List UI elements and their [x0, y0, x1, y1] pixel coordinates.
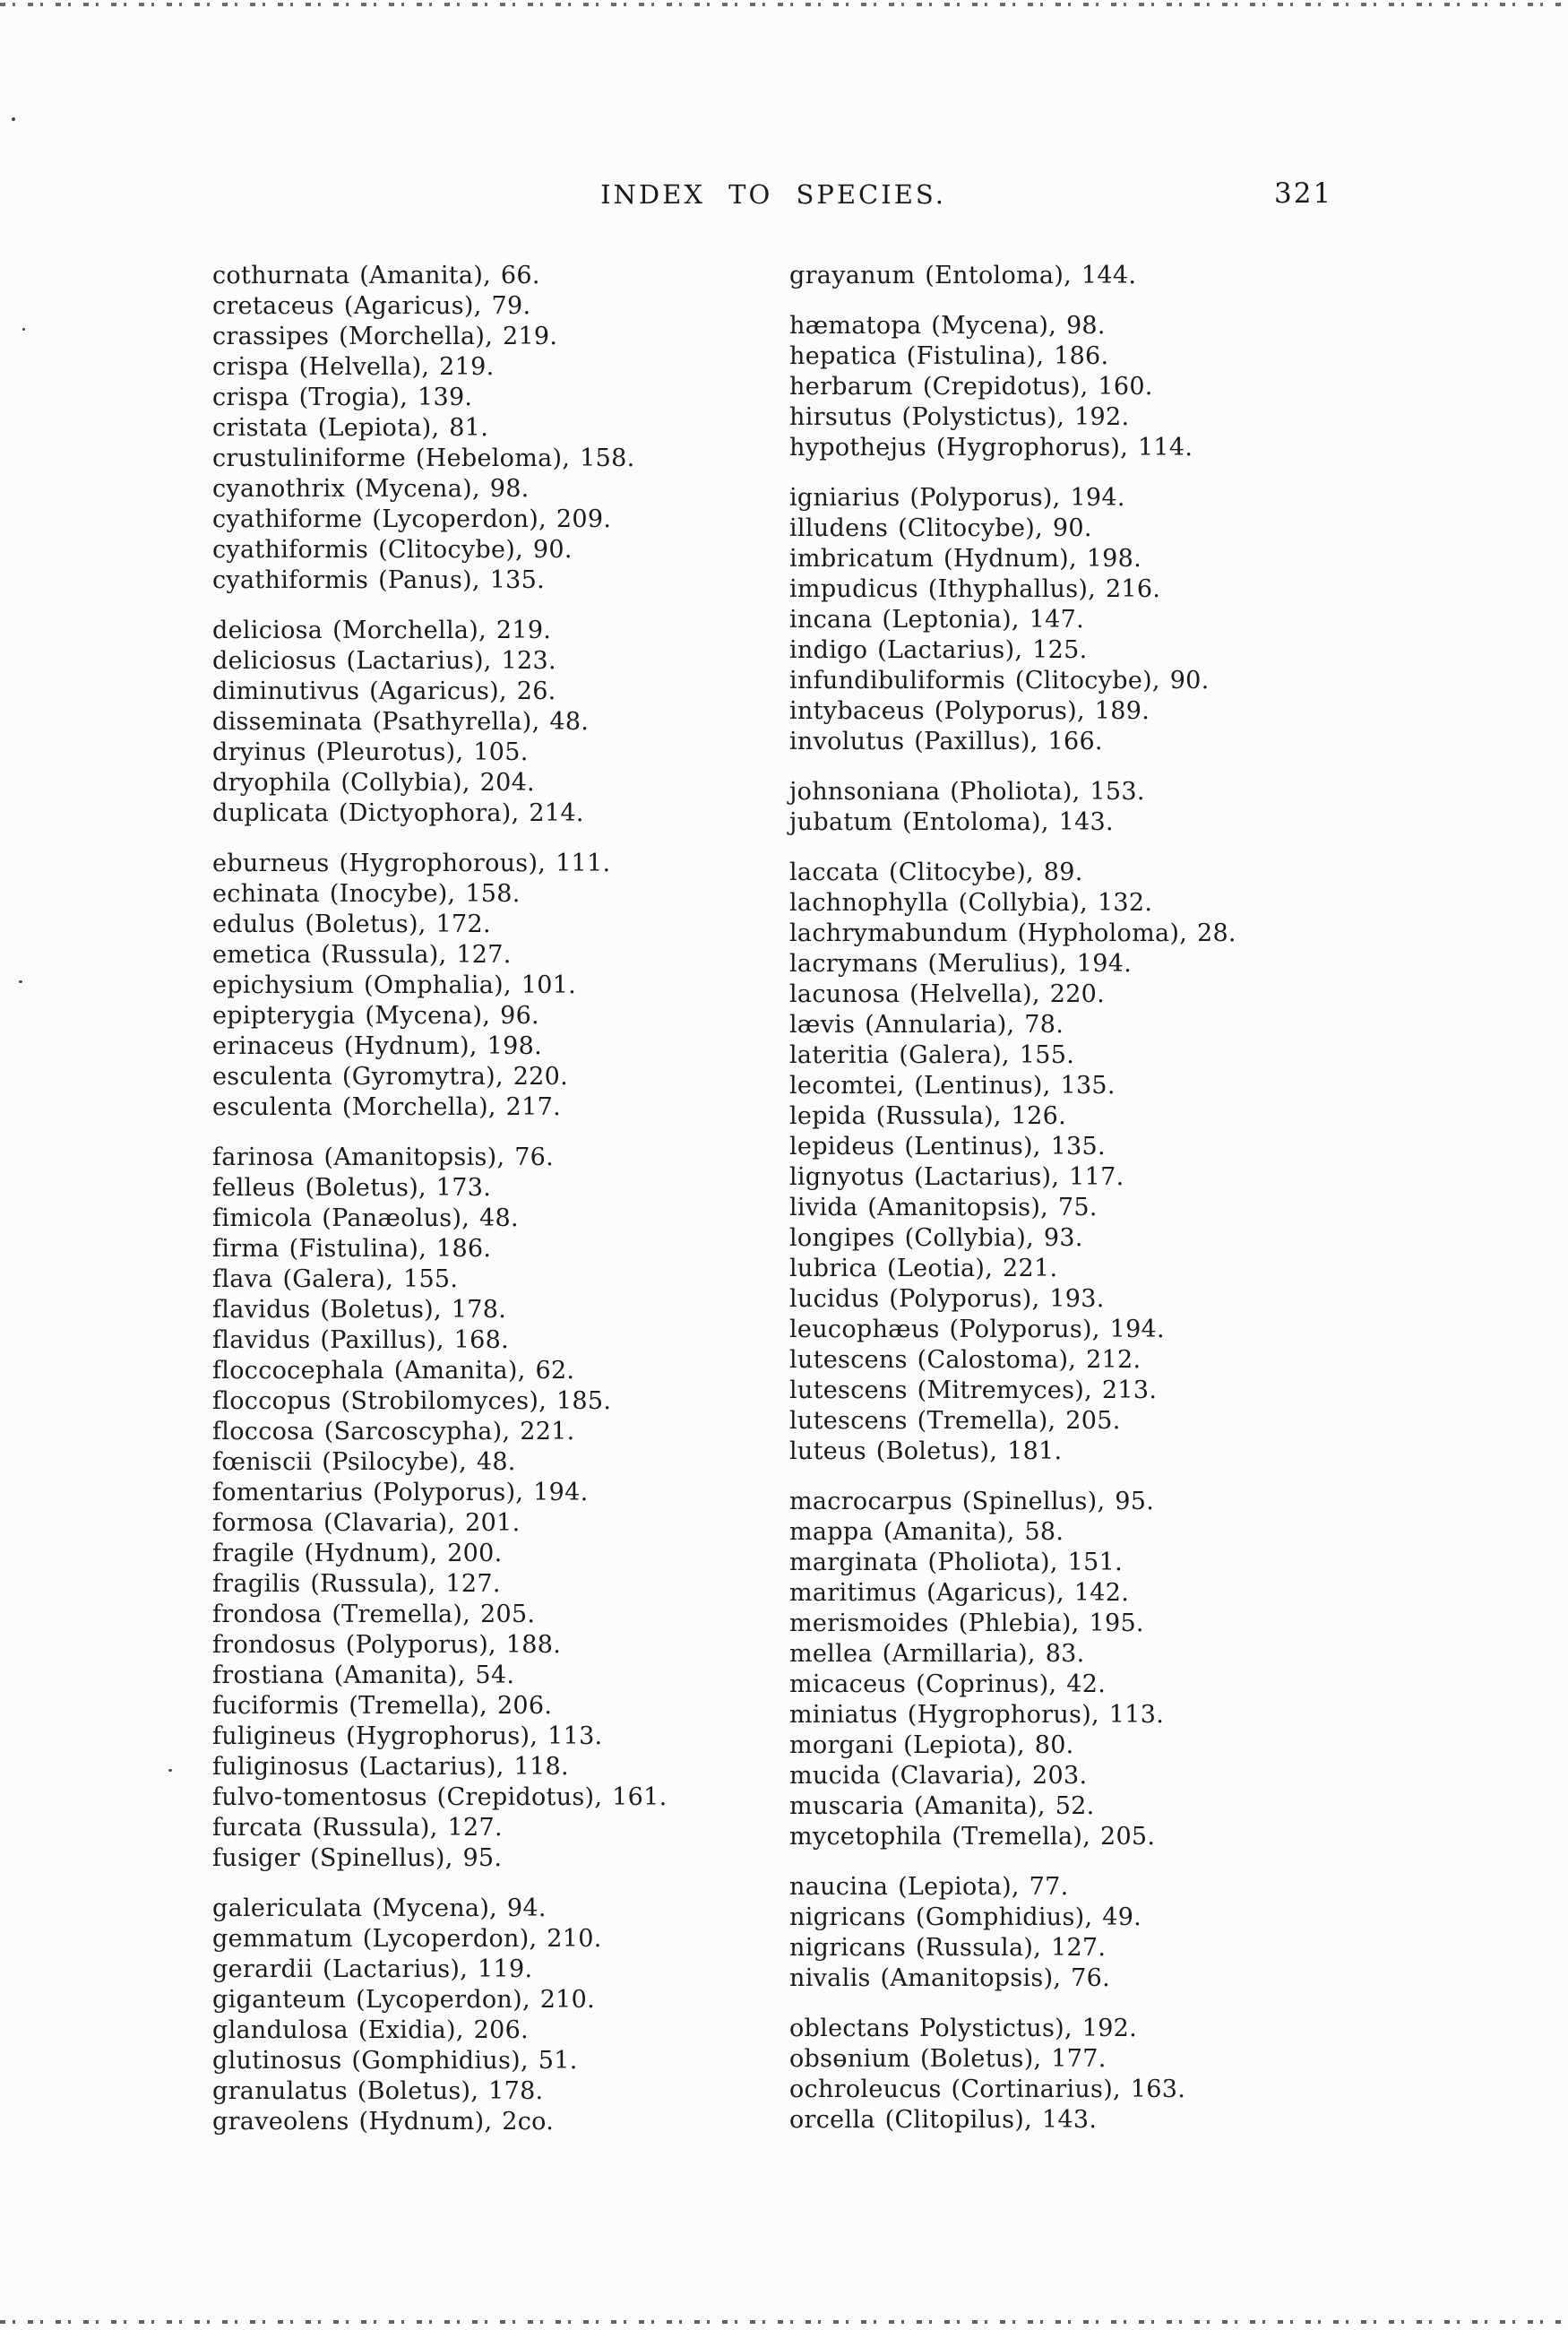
index-entry: fragile (Hydnum), 200. — [212, 1540, 503, 1567]
index-entry: hirsutus (Polystictus), 192. — [789, 403, 1130, 431]
index-entry: fuliginosus (Lactarius), 118. — [212, 1753, 569, 1781]
index-entry: nigricans (Russula), 127. — [789, 1934, 1107, 1962]
index-entry: obsɵnium (Boletus), 177. — [789, 2045, 1107, 2073]
index-entry: lachrymabundum (Hypholoma), 28. — [789, 919, 1236, 947]
index-entry: edulus (Boletus), 172. — [212, 910, 491, 938]
index-entry: nigricans (Gomphidius), 49. — [789, 1903, 1142, 1931]
index-entry-group — [212, 849, 777, 1123]
index-entry: naucina (Lepiota), 77. — [789, 1873, 1069, 1901]
index-entry: morgani (Lepiota), 80. — [789, 1731, 1074, 1759]
index-entry: lecomtei, (Lentinus), 135. — [789, 1072, 1116, 1100]
index-entry: echinata (Inocybe), 158. — [212, 880, 521, 908]
index-entry: mappa (Amanita), 58. — [789, 1518, 1064, 1546]
index-entry: merismoides (Phlebia), 195. — [789, 1609, 1144, 1637]
index-entry: emetica (Russula), 127. — [212, 941, 512, 969]
index-entry-group — [789, 311, 1390, 463]
index-entry: lachnophylla (Collybia), 132. — [789, 889, 1153, 917]
index-entry-group — [789, 1487, 1390, 1852]
index-entry: esculenta (Morchella), 217. — [212, 1093, 561, 1121]
index-entry: lutescens (Tremella), 205. — [789, 1407, 1121, 1435]
index-entry: epichysium (Omphalia), 101. — [212, 971, 577, 999]
index-entry: deliciosus (Lactarius), 123. — [212, 647, 556, 675]
index-entry: hepatica (Fistulina), 186. — [789, 342, 1109, 370]
index-entry: firma (Fistulina), 186. — [212, 1235, 492, 1263]
index-entry: miniatus (Hygrophorus), 113. — [789, 1701, 1165, 1729]
index-entry: fusiger (Spinellus), 95. — [212, 1844, 503, 1872]
index-entry: johnsoniana (Pholiota), 153. — [789, 778, 1145, 806]
index-entry: floccocephala (Amanita), 62. — [212, 1357, 575, 1385]
index-entry: gerardii (Lactarius), 119. — [212, 1955, 533, 1983]
index-entry: deliciosa (Morchella), 219. — [212, 617, 552, 644]
index-entry: lepida (Russula), 126. — [789, 1102, 1066, 1130]
index-entry: infundibuliformis (Clitocybe), 90. — [789, 667, 1210, 695]
index-entry: epipterygia (Mycena), 96. — [212, 1002, 539, 1030]
index-entry: orcella (Clitopilus), 143. — [789, 2106, 1098, 2134]
index-column-left — [212, 261, 777, 2157]
index-entry: herbarum (Crepidotus), 160. — [789, 373, 1153, 401]
index-entry: indigo (Lactarius), 125. — [789, 636, 1088, 664]
index-entry: lepideus (Lentinus), 135. — [789, 1133, 1106, 1161]
index-entry: fœniscii (Psilocybe), 48. — [212, 1448, 516, 1476]
index-entry: crispa (Helvella), 219. — [212, 353, 495, 381]
index-entry-group — [212, 1894, 777, 2137]
scan-speck — [22, 328, 25, 331]
index-entry: cyathiformis (Clitocybe), 90. — [212, 536, 573, 564]
index-entry: jubatum (Entoloma), 143. — [789, 808, 1114, 836]
index-entry: galericulata (Mycena), 94. — [212, 1894, 547, 1922]
index-entry: glutinosus (Gomphidius), 51. — [212, 2047, 578, 2075]
page-number: 321 — [1274, 177, 1333, 210]
index-entry-group — [212, 616, 777, 829]
index-entry: lutescens (Calostoma), 212. — [789, 1346, 1142, 1374]
index-entry: micaceus (Coprinus), 42. — [789, 1670, 1107, 1698]
index-entry: frostiana (Amanita), 54. — [212, 1661, 515, 1689]
index-entry: crustuliniforme (Hebeloma), 158. — [212, 444, 635, 472]
index-entry: crispa (Trogia), 139. — [212, 384, 473, 411]
index-entry: fragilis (Russula), 127. — [212, 1570, 501, 1598]
index-entry: cyanothrix (Mycena), 98. — [212, 475, 530, 503]
index-entry: lacunosa (Helvella), 220. — [789, 980, 1106, 1008]
index-entry: luteus (Boletus), 181. — [789, 1437, 1063, 1465]
index-entry: mellea (Armillaria), 83. — [789, 1640, 1085, 1668]
index-entry: diminutivus (Agaricus), 26. — [212, 677, 556, 705]
index-entry-group — [789, 261, 1390, 291]
index-entry: frondosa (Tremella), 205. — [212, 1601, 536, 1628]
index-entry: gemmatum (Lycoperdon), 210. — [212, 1925, 602, 1953]
index-entry: cyathiforme (Lycoperdon), 209. — [212, 505, 612, 533]
index-entry: muscaria (Amanita), 52. — [789, 1792, 1095, 1820]
index-entry: dryophila (Collybia), 204. — [212, 769, 535, 797]
index-entry: lubrica (Leotia), 221. — [789, 1255, 1058, 1282]
index-entry: fomentarius (Polyporus), 194. — [212, 1479, 589, 1506]
index-entry: formosa (Clavaria), 201. — [212, 1509, 521, 1537]
index-entry: fuligineus (Hygrophorus), 113. — [212, 1722, 603, 1750]
index-entry: igniarius (Polyporus), 194. — [789, 484, 1125, 512]
index-entry-group — [212, 261, 777, 596]
index-entry: eburneus (Hygrophorous), 111. — [212, 850, 611, 877]
page-header: INDEX TO SPECIES. — [600, 179, 946, 210]
index-entry: disseminata (Psathyrella), 48. — [212, 708, 590, 736]
index-entry: cristata (Lepiota), 81. — [212, 414, 489, 442]
index-column-right — [789, 261, 1390, 2155]
index-entry: mucida (Clavaria), 203. — [789, 1762, 1088, 1790]
index-entry: hæmatopa (Mycena), 98. — [789, 312, 1106, 340]
index-entry: frondosus (Polyporus), 188. — [212, 1631, 562, 1659]
scan-speck — [12, 117, 15, 121]
index-entry: giganteum (Lycoperdon), 210. — [212, 1986, 596, 2014]
index-entry: dryinus (Pleurotus), 105. — [212, 738, 529, 766]
index-entry: flava (Galera), 155. — [212, 1265, 459, 1293]
index-entry: graveolens (Hydnum), 2co. — [212, 2108, 555, 2136]
index-entry: illudens (Clitocybe), 90. — [789, 514, 1092, 542]
index-entry: flavidus (Paxillus), 168. — [212, 1326, 510, 1354]
index-entry: ochroleucus (Cortinarius), 163. — [789, 2075, 1186, 2103]
index-entry: farinosa (Amanitopsis), 76. — [212, 1143, 555, 1171]
index-entry: impudicus (Ithyphallus), 216. — [789, 575, 1161, 603]
index-entry: glandulosa (Exidia), 206. — [212, 2016, 529, 2044]
index-entry: leucophæus (Polyporus), 194. — [789, 1316, 1165, 1343]
index-entry: fimicola (Panæolus), 48. — [212, 1204, 519, 1232]
index-entry-group — [789, 777, 1390, 838]
index-entry: fuciformis (Tremella), 206. — [212, 1692, 553, 1720]
index-entry: floccosa (Sarcoscypha), 221. — [212, 1418, 575, 1445]
index-entry: lignyotus (Lactarius), 117. — [789, 1163, 1124, 1191]
index-entry-group — [789, 858, 1390, 1467]
index-entry: erinaceus (Hydnum), 198. — [212, 1032, 542, 1060]
index-entry: nivalis (Amanitopsis), 76. — [789, 1964, 1111, 1992]
index-entry: lævis (Annularia), 78. — [789, 1011, 1064, 1039]
index-entry: granulatus (Boletus), 178. — [212, 2077, 544, 2105]
index-entry: cyathiformis (Panus), 135. — [212, 566, 546, 594]
index-entry: furcata (Russula), 127. — [212, 1814, 503, 1842]
index-entry: grayanum (Entoloma), 144. — [789, 262, 1137, 289]
index-entry: esculenta (Gyromytra), 220. — [212, 1063, 569, 1091]
index-entry: fulvo-tomentosus (Crepidotus), 161. — [212, 1783, 668, 1811]
index-entry-group — [789, 1872, 1390, 1994]
index-entry: cretaceus (Agaricus), 79. — [212, 292, 531, 320]
index-entry: cothurnata (Amanita), 66. — [212, 262, 540, 289]
index-entry: flavidus (Boletus), 178. — [212, 1296, 507, 1324]
scan-speck — [168, 1769, 172, 1772]
index-entry-group — [789, 2014, 1390, 2136]
index-entry: lucidus (Polyporus), 193. — [789, 1285, 1105, 1313]
index-entry: lacrymans (Merulius), 194. — [789, 950, 1133, 978]
index-entry: laccata (Clitocybe), 89. — [789, 859, 1083, 886]
index-entry: duplicata (Dictyophora), 214. — [212, 799, 584, 827]
index-entry: intybaceus (Polyporus), 189. — [789, 697, 1150, 725]
index-entry: lutescens (Mitremyces), 213. — [789, 1376, 1158, 1404]
scan-artifact-bottom-edge — [0, 2320, 1568, 2324]
index-entry: oblectans Polystictus), 192. — [789, 2015, 1138, 2042]
index-entry: maritimus (Agaricus), 142. — [789, 1579, 1130, 1607]
index-entry: felleus (Boletus), 173. — [212, 1174, 492, 1202]
index-entry-group — [789, 483, 1390, 757]
index-entry: mycetophila (Tremella), 205. — [789, 1823, 1156, 1851]
index-entry: hypothejus (Hygrophorus), 114. — [789, 434, 1193, 462]
scan-speck — [19, 980, 22, 983]
index-entry: involutus (Paxillus), 166. — [789, 728, 1103, 755]
index-entry: livida (Amanitopsis), 75. — [789, 1194, 1098, 1221]
index-entry: lateritia (Galera), 155. — [789, 1041, 1075, 1069]
index-entry: imbricatum (Hydnum), 198. — [789, 545, 1142, 573]
index-entry-group — [212, 1143, 777, 1874]
index-entry: longipes (Collybia), 93. — [789, 1224, 1083, 1252]
index-entry: crassipes (Morchella), 219. — [212, 323, 558, 350]
index-entry: marginata (Pholiota), 151. — [789, 1549, 1123, 1576]
index-entry: macrocarpus (Spinellus), 95. — [789, 1488, 1155, 1515]
index-entry: incana (Leptonia), 147. — [789, 606, 1084, 634]
scan-artifact-top-edge — [0, 3, 1568, 6]
index-entry: floccopus (Strobilomyces), 185. — [212, 1387, 612, 1415]
